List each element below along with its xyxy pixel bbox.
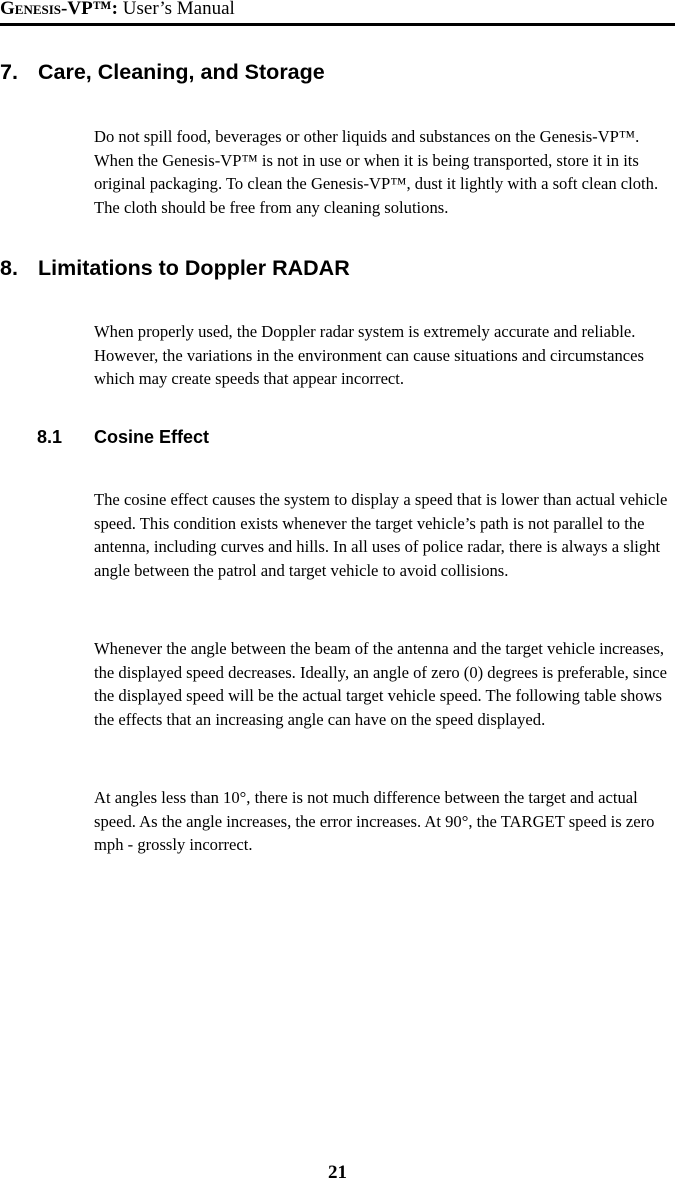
section-8-heading [0,255,350,281]
header-subtitle: User’s Manual [118,0,235,19]
cosine-paragraph-3: At angles less than 10°, there is not much difference between the target and actual speed. As the angle increases, the error increases. At 90°, the TARGET speed is zero mph - grossly incorrect. [94,788,655,854]
subsection-8-1-heading [37,426,209,448]
cosine-paragraph-2: Whenever the angle between the beam of the antenna and the target vehicle increases, the displayed speed decreases. Ideally, an angle of zero (0) degrees is preferable, since the displayed speed will be the actual target vehicle speed. The following table shows the effects that an increasing angle can have on the speed displayed. [94,639,667,729]
section-8-title: Limitations to Doppler RADAR [38,256,350,280]
header-brand: Genesis-VP™: [0,0,119,19]
running-header [0,0,675,26]
cosine-paragraph-1: The cosine effect causes the system to display a speed that is lower than actual vehicle speed. This condition exists whenever the target vehicle’s path is not parallel to the antenna, including curves and hills. In all uses of police radar, there is always a slight angle between the patrol and target vehicle to avoid collisions. [94,490,668,580]
page-number: 21 [328,1162,347,1183]
subsection-8-1-number: 8.1 [37,427,63,447]
section-7-number: 7. [0,60,18,84]
section-8-paragraph: When properly used, the Doppler radar system is extremely accurate and reliable. However, the variations in the environment can cause situations and circumstances which may create speeds that appear incorrect. [94,322,644,388]
section-7-paragraph: Do not spill food, beverages or other liquids and substances on the Genesis-VP™. When the Genesis-VP™ is not in use or when it is being transported, store it in its original packaging. To clean the Genesis-VP™, dust it lightly with a soft clean cloth. The cloth should be free from any cleaning solutions. [94,127,659,217]
section-7-heading [0,59,325,85]
section-7-title: Care, Cleaning, and Storage [38,60,325,84]
subsection-8-1-title: Cosine Effect [94,427,210,447]
header-text [0,0,235,20]
section-8-number: 8. [0,256,18,280]
